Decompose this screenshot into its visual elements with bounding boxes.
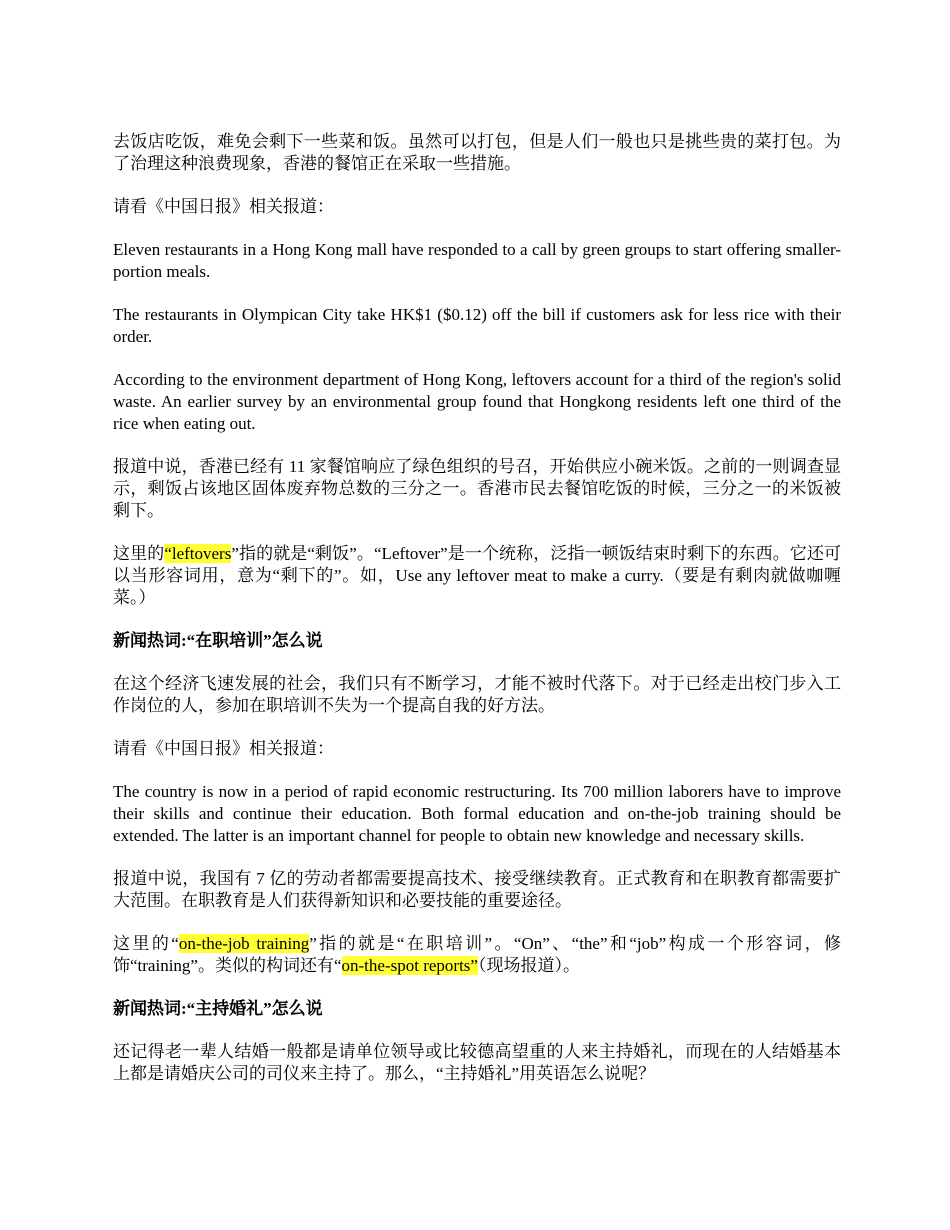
highlight-leftovers: “leftovers	[164, 544, 232, 563]
highlight-on-the-spot-reports: on-the-spot reports”	[341, 956, 478, 975]
section3-heading: 新闻热词:“主持婚礼”怎么说	[113, 999, 323, 1018]
section2-english: The country is now in a period of rapid economic restructuring. Its 700 million laborers have to improve their skills and continue their education. Both formal education and on-the-job training should be extended. The latter is an important channel for people to obtain new knowledge and necessary skills.	[113, 782, 841, 845]
highlight-on-the-job-training: on-the-job training	[178, 934, 310, 953]
explain-text-after: （现场报道）。	[477, 956, 580, 975]
section2-report-lead: 请看《中国日报》相关报道：	[113, 739, 334, 758]
section2-explanation	[113, 933, 841, 977]
section1-intro: 去饭店吃饭，难免会剩下一些菜和饭。虽然可以打包，但是人们一般也只是挑些贵的菜打包。为了治理这种浪费现象，香港的餐馆正在采取一些措施。	[113, 132, 841, 173]
section2-intro: 在这个经济飞速发展的社会，我们只有不断学习，才能不被时代落下。对于已经走出校门步入工作岗位的人，参加在职培训不失为一个提高自我的好方法。	[113, 674, 841, 715]
section1-report-lead: 请看《中国日报》相关报道：	[113, 197, 334, 216]
explain-text-after: ”指的就是“剩饭”。“Leftover”是一个统称，泛指一顿饭结束时剩下的东西。它还可以当形容词用，意为“剩下的”。如，Use any leftover meat to make a curry.（要是有剩肉就做咖喱菜。）	[113, 544, 841, 607]
section1-explanation	[113, 543, 841, 609]
section1-summary: 报道中说，香港已经有 11 家餐馆响应了绿色组织的号召，开始供应小碗米饭。之前的一则调查显示，剩饭占该地区固体废弃物总数的三分之一。香港市民去餐馆吃饭的时候，三分之一的米饭被剩下。	[113, 457, 841, 520]
section1-english-1: Eleven restaurants in a Hong Kong mall have responded to a call by green groups to start offering smaller-portion meals.	[113, 240, 841, 281]
section2-heading: 新闻热词:“在职培训”怎么说	[113, 631, 323, 650]
explain-text-middle: ”指的就是“在职培训”。“On”、“the”和“job”构成一个形容词，修饰“training”。类似的构词还有“	[113, 934, 841, 975]
section3-intro: 还记得老一辈人结婚一般都是请单位领导或比较德高望重的人来主持婚礼，而现在的人结婚基本上都是请婚庆公司的司仪来主持了。那么，“主持婚礼”用英语怎么说呢？	[113, 1042, 841, 1083]
section2-summary: 报道中说，我国有 7 亿的劳动者都需要提高技术、接受继续教育。正式教育和在职教育都需要扩大范围。在职教育是人们获得新知识和必要技能的重要途径。	[113, 869, 841, 910]
explain-text-before: 这里的“	[113, 934, 179, 953]
section1-english-2: The restaurants in Olympican City take HK$1 ($0.12) off the bill if customers ask for less rice with their order.	[113, 305, 841, 346]
section1-english-3: According to the environment department of Hong Kong, leftovers account for a third of the region's solid waste. An earlier survey by an environmental group found that Hongkong residents left one third of the rice when eating out.	[113, 370, 841, 433]
explain-text-before: 这里的	[113, 544, 165, 563]
article-body	[113, 131, 841, 1106]
